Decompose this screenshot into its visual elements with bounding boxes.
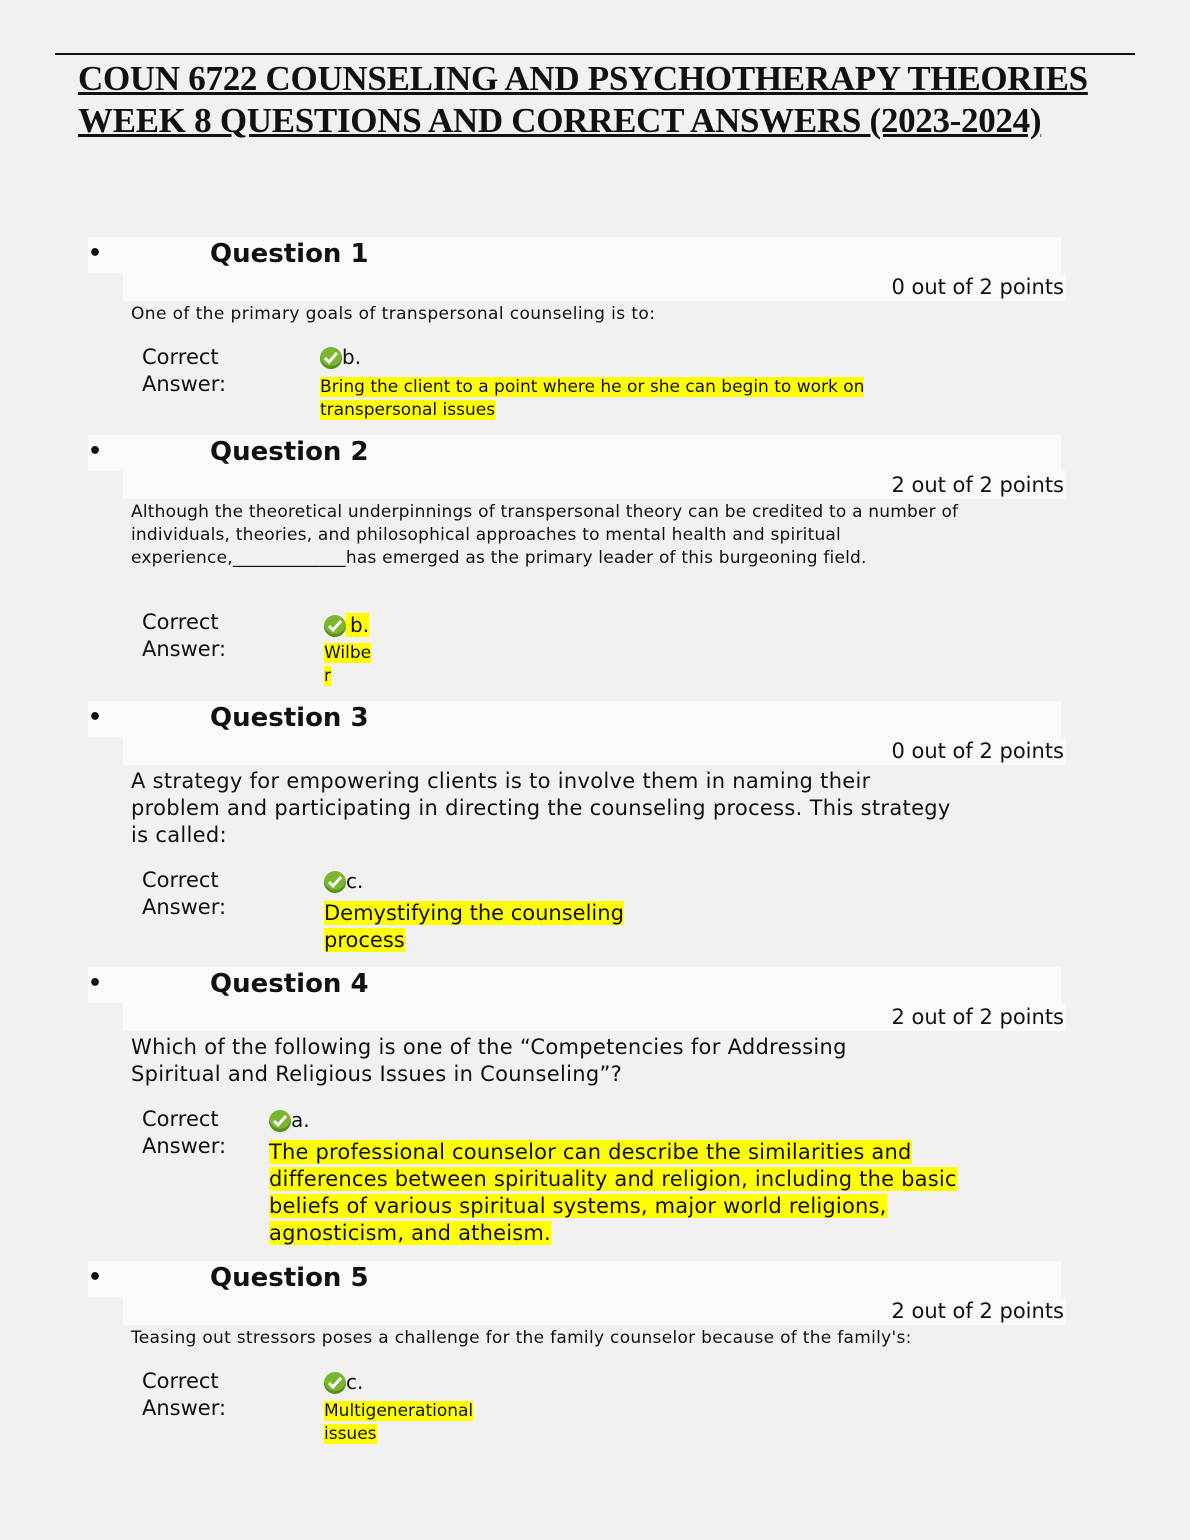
answer-letter: b. bbox=[342, 345, 362, 369]
check-circle-icon bbox=[324, 615, 346, 637]
question-points: 0 out of 2 points bbox=[891, 739, 1064, 763]
question-text: Although the theoretical underpinnings of transpersonal theory can be credited to a number of individuals, theories, and philosophical approaches to mental health and spiritual experience,_____________has emerged as the primary leader of this burgeoning field. bbox=[131, 502, 959, 568]
bullet: • bbox=[88, 971, 103, 996]
correct-answer-label: Correct Answer: bbox=[142, 868, 227, 919]
question-title: Question 1 bbox=[210, 239, 369, 269]
question-points: 2 out of 2 points bbox=[891, 1299, 1064, 1323]
question-text: Teasing out stressors poses a challenge for the family counselor because of the family's: bbox=[131, 1328, 912, 1348]
bullet: • bbox=[88, 705, 103, 730]
question-text: A strategy for empowering clients is to involve them in naming their problem and participating in directing the counseling process. This strategy is called: bbox=[131, 769, 951, 847]
answer-letter: c. bbox=[346, 869, 364, 893]
answer-text: Multigenerational issues bbox=[324, 1401, 474, 1444]
answer-text: Wilber bbox=[324, 643, 372, 686]
answer-choice bbox=[324, 869, 363, 895]
question-title: Question 5 bbox=[210, 1263, 369, 1293]
answer-text: The professional counselor can describe the similarities and differences between spirituality and religion, including the basic beliefs of various spiritual systems, major world religions, agnosticism, and atheism. bbox=[269, 1140, 957, 1245]
question-text: Which of the following is one of the “Competencies for Addressing Spiritual and Religious Issues in Counseling”? bbox=[131, 1035, 847, 1086]
answer-choice bbox=[269, 1108, 310, 1134]
question-title: Question 3 bbox=[210, 703, 369, 733]
check-circle-icon bbox=[324, 871, 346, 893]
check-circle-icon bbox=[269, 1110, 291, 1132]
answer-choice bbox=[324, 613, 369, 639]
document-title: COUN 6722 COUNSELING AND PSYCHOTHERAPY THEORIES WEEK 8 QUESTIONS AND CORRECT ANSWERS (2023-2024) bbox=[78, 59, 1088, 140]
question-points: 2 out of 2 points bbox=[891, 1005, 1064, 1029]
answer-letter: b. bbox=[346, 613, 369, 637]
correct-answer-label: Correct Answer: bbox=[142, 610, 227, 661]
answer-text: Bring the client to a point where he or she can begin to work on transpersonal issues bbox=[320, 377, 865, 420]
question-points: 2 out of 2 points bbox=[891, 473, 1064, 497]
answer-letter: c. bbox=[346, 1370, 364, 1394]
bullet: • bbox=[88, 439, 103, 464]
question-points: 0 out of 2 points bbox=[891, 275, 1064, 299]
answer-choice bbox=[320, 345, 361, 371]
correct-answer-label: Correct Answer: bbox=[142, 1107, 227, 1158]
answer-text: Demystifying the counseling process bbox=[324, 901, 624, 952]
check-circle-icon bbox=[320, 347, 342, 369]
correct-answer-label: Correct Answer: bbox=[142, 1369, 227, 1420]
question-text: One of the primary goals of transpersonal counseling is to: bbox=[131, 304, 656, 324]
answer-choice bbox=[324, 1370, 363, 1396]
question-title: Question 4 bbox=[210, 969, 369, 999]
check-circle-icon bbox=[324, 1372, 346, 1394]
correct-answer-label: Correct Answer: bbox=[142, 345, 227, 396]
question-title: Question 2 bbox=[210, 437, 369, 467]
bullet: • bbox=[88, 1265, 103, 1290]
bullet: • bbox=[88, 241, 103, 266]
answer-letter: a. bbox=[291, 1108, 310, 1132]
top-rule bbox=[55, 53, 1135, 55]
